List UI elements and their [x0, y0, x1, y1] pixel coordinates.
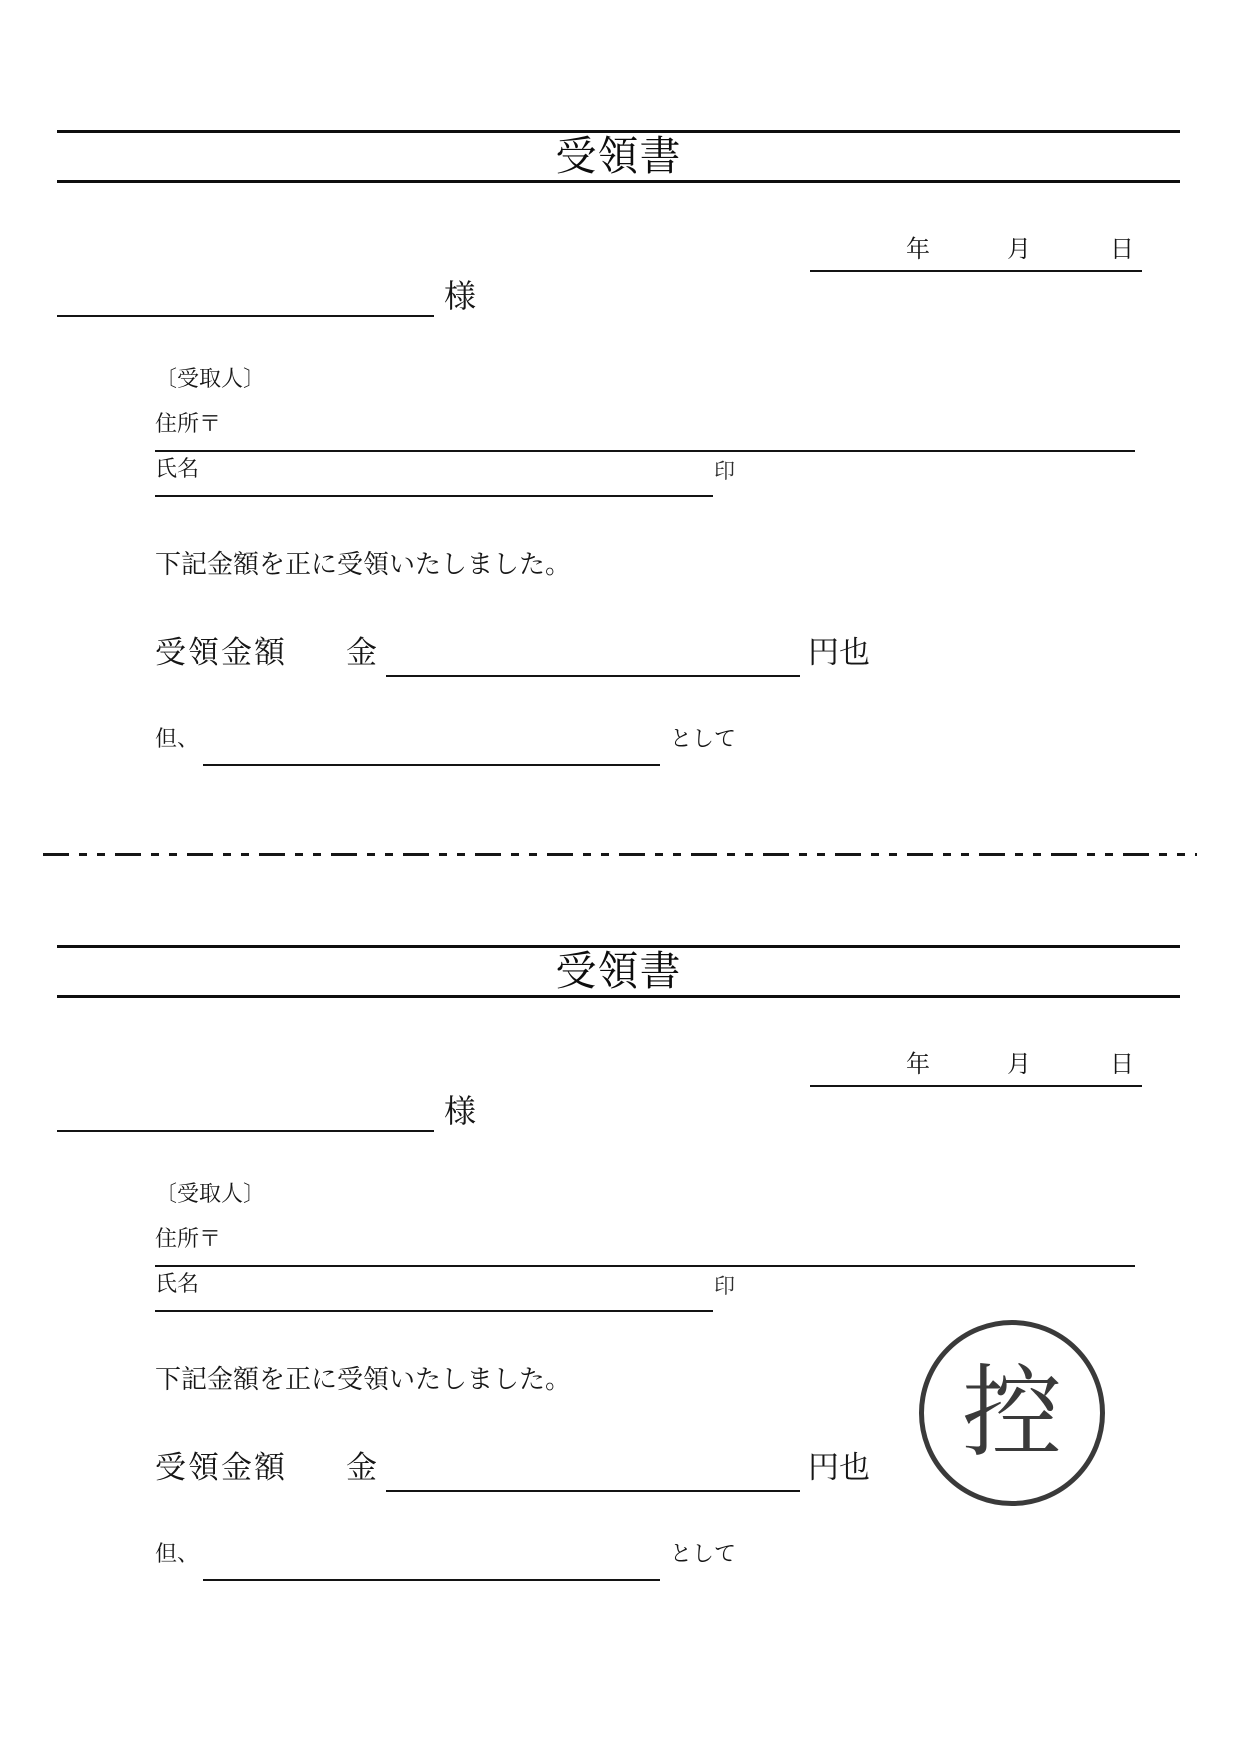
- recipient-heading: 〔受取人〕: [155, 1182, 266, 1207]
- date-month-label: 月: [1007, 1050, 1031, 1078]
- addressee-value: [62, 280, 427, 310]
- address-value: [240, 414, 1120, 444]
- amount-underline: [386, 675, 800, 677]
- proviso-underline: [203, 764, 660, 766]
- date-year-label: 年: [906, 235, 930, 263]
- name-label: 氏名: [155, 457, 200, 482]
- proviso-label: 但、: [155, 1542, 200, 1567]
- name-value: [215, 459, 705, 489]
- date-underline: [810, 1085, 1142, 1087]
- date-day-label: 日: [1110, 235, 1134, 263]
- date-month-value: [935, 1047, 995, 1079]
- receipt-title: 受領書: [57, 945, 1180, 998]
- amount-suffix: 円也: [808, 1450, 870, 1486]
- seal-label: 印: [714, 1274, 735, 1298]
- date-row: [810, 1045, 1142, 1085]
- receipt-statement: 下記金額を正に受領いたしました。: [155, 1365, 572, 1395]
- addressee-value: [62, 1095, 427, 1125]
- date-month-label: 月: [1007, 235, 1031, 263]
- date-year-value: [830, 1047, 890, 1079]
- address-label: 住所〒: [155, 412, 222, 437]
- receipt-statement: 下記金額を正に受領いたしました。: [155, 550, 572, 580]
- amount-underline: [386, 1490, 800, 1492]
- amount-value: [392, 1453, 792, 1483]
- amount-value: [392, 638, 792, 668]
- address-underline: [155, 1265, 1135, 1267]
- name-label: 氏名: [155, 1272, 200, 1297]
- addressee-underline: [57, 1130, 434, 1132]
- date-day-label: 日: [1110, 1050, 1134, 1078]
- receipt-copy-2: [0, 945, 1240, 1645]
- date-day-value: [1038, 1047, 1098, 1079]
- proviso-label: 但、: [155, 727, 200, 752]
- address-label: 住所〒: [155, 1227, 222, 1252]
- date-day-value: [1038, 232, 1098, 264]
- copy-stamp: [919, 1320, 1105, 1506]
- date-row: [810, 230, 1142, 270]
- amount-prefix: 金: [346, 635, 377, 671]
- copy-stamp-glyph: 控: [962, 1354, 1062, 1471]
- proviso-suffix: として: [670, 1542, 737, 1567]
- date-year-label: 年: [906, 1050, 930, 1078]
- date-year-value: [830, 232, 890, 264]
- name-underline: [155, 495, 713, 497]
- addressee-honorific: 様: [444, 277, 477, 315]
- proviso-suffix: として: [670, 727, 737, 752]
- proviso-value: [210, 1543, 650, 1573]
- seal-label: 印: [714, 459, 735, 483]
- date-month-value: [935, 232, 995, 264]
- cut-separator-line: [43, 853, 1197, 856]
- amount-label: 受領金額: [155, 635, 287, 671]
- proviso-underline: [203, 1579, 660, 1581]
- proviso-value: [210, 728, 650, 758]
- amount-suffix: 円也: [808, 635, 870, 671]
- address-value: [240, 1229, 1120, 1259]
- address-underline: [155, 450, 1135, 452]
- amount-prefix: 金: [346, 1450, 377, 1486]
- name-underline: [155, 1310, 713, 1312]
- recipient-heading: 〔受取人〕: [155, 367, 266, 392]
- amount-label: 受領金額: [155, 1450, 287, 1486]
- name-value: [215, 1274, 705, 1304]
- receipt-copy-1: [0, 130, 1240, 830]
- addressee-underline: [57, 315, 434, 317]
- receipt-title: 受領書: [57, 130, 1180, 183]
- date-underline: [810, 270, 1142, 272]
- addressee-honorific: 様: [444, 1092, 477, 1130]
